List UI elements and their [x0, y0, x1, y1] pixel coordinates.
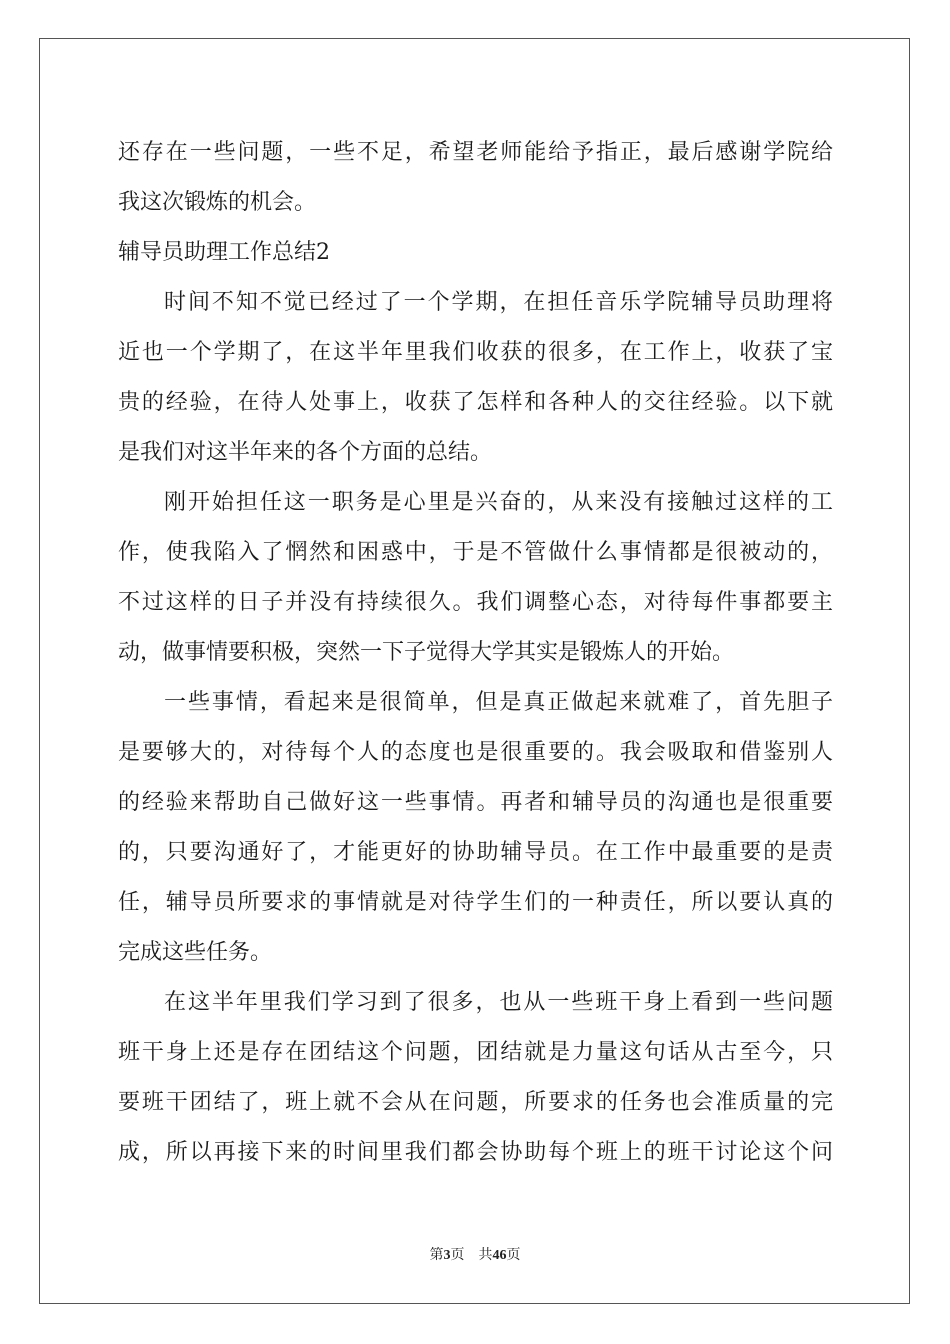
- section-heading: 辅导员助理工作总结2: [118, 240, 330, 265]
- paragraph-line: 不过这样的日子并没有持续很久。我们调整心态，对待每件事都要主: [118, 590, 833, 615]
- paragraph-line: 时间不知不觉已经过了一个学期，在担任音乐学院辅导员助理将: [164, 290, 833, 315]
- paragraph-line: 一些事情，看起来是很简单，但是真正做起来就难了，首先胆子: [164, 690, 833, 715]
- paragraph-line: 要班干团结了，班上就不会从在问题，所要求的任务也会准质量的完: [118, 1090, 833, 1115]
- page-total: 46: [492, 1248, 507, 1263]
- paragraph-line: 动，做事情要积极，突然一下子觉得大学其实是锻炼人的开始。: [118, 640, 735, 665]
- paragraph-line: 还存在一些问题，一些不足，希望老师能给予指正，最后感谢学院给: [118, 140, 833, 165]
- paragraph-line: 近也一个学期了，在这半年里我们收获的很多，在工作上，收获了宝: [118, 340, 833, 365]
- paragraph-line: 是要够大的，对待每个人的态度也是很重要的。我会吸取和借鉴别人: [118, 740, 833, 765]
- paragraph-line: 任，辅导员所要求的事情就是对待学生们的一种责任，所以要认真的: [118, 890, 833, 915]
- paragraph-line: 的经验来帮助自己做好这一些事情。再者和辅导员的沟通也是很重要: [118, 790, 833, 815]
- paragraph-line: 作，使我陷入了惘然和困惑中，于是不管做什么事情都是很被动的，: [118, 540, 833, 565]
- paragraph-line: 在这半年里我们学习到了很多，也从一些班干身上看到一些问题: [164, 990, 833, 1015]
- page-footer: [0, 1245, 950, 1266]
- paragraph-line: 完成这些任务。: [118, 940, 273, 965]
- total-prefix: 共: [478, 1247, 493, 1263]
- page-prefix: 第: [429, 1247, 444, 1263]
- document-body: [118, 128, 833, 1178]
- paragraph-line: 我这次锻炼的机会。: [118, 190, 317, 215]
- page-suffix: 页: [450, 1247, 465, 1263]
- paragraph-line: 贵的经验，在待人处事上，收获了怎样和各种人的交往经验。以下就: [118, 390, 833, 415]
- paragraph-line: 刚开始担任这一职务是心里是兴奋的，从来没有接触过这样的工: [164, 490, 833, 515]
- total-suffix: 页: [506, 1247, 521, 1263]
- page-current: 3: [443, 1248, 451, 1263]
- paragraph-line: 是我们对这半年来的各个方面的总结。: [118, 440, 493, 465]
- paragraph-line: 班干身上还是存在团结这个问题，团结就是力量这句话从古至今，只: [118, 1040, 833, 1065]
- paragraph-line: 的，只要沟通好了，才能更好的协助辅导员。在工作中最重要的是责: [118, 840, 833, 865]
- paragraph-line: 成，所以再接下来的时间里我们都会协助每个班上的班干讨论这个问: [118, 1140, 833, 1165]
